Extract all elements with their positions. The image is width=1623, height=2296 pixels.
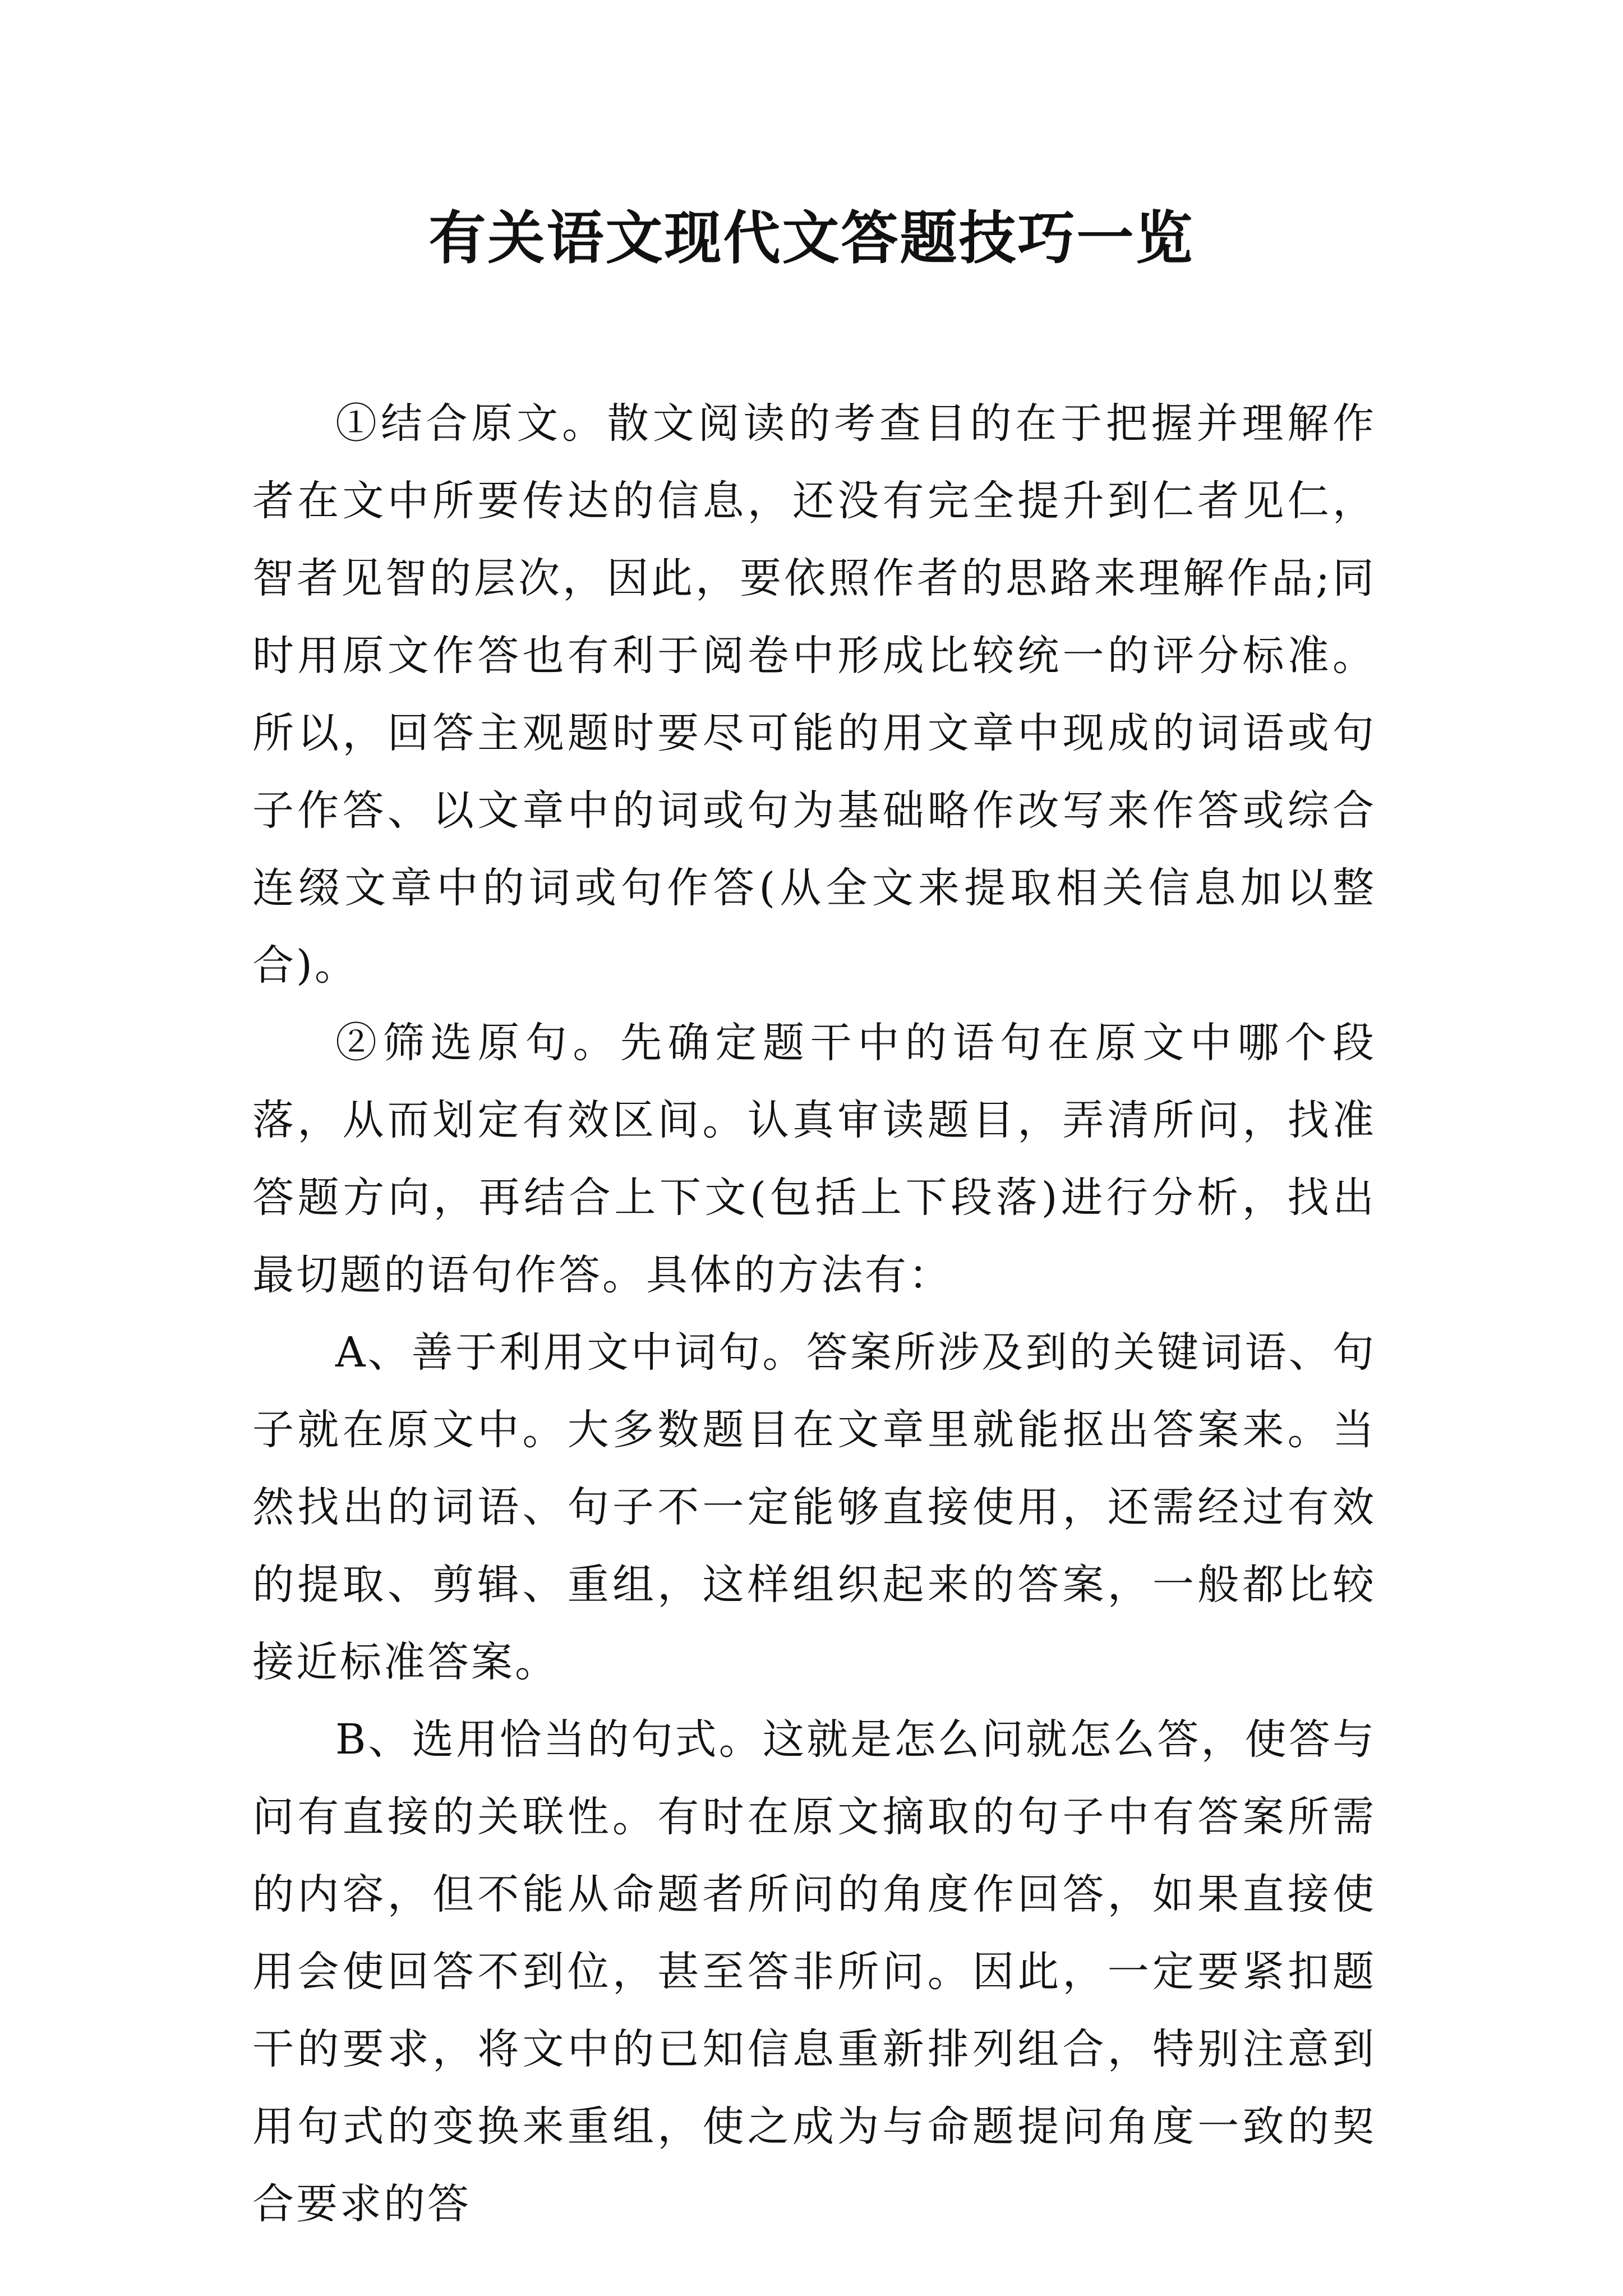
paragraph-1: ①结合原文。散文阅读的考查目的在于把握并理解作者在文中所要传达的信息，还没有完全提升到仁者见仁，智者见智的层次，因此，要依照作者的思路来理解作品;同时用原文作答也有利于阅卷中形成比较统一的评分标准。所以，回答主观题时要尽可能的用文章中现成的词语或句子作答、以文章中的词或句为基础略作改写来作答或综合连缀文章中的词或句作答(从全文来提取相关信息加以整合)。 [252,399,1376,990]
paragraph-3: A、善于利用文中词句。答案所涉及到的关键词语、句子就在原文中。大多数题目在文章里就能抠出答案来。当然找出的词语、句子不一定能够直接使用，还需经过有效的提取、剪辑、重组，这样组织起来的答案，一般都比较接近标准答案。 [252,1328,1376,1686]
paragraph-2: ②筛选原句。先确定题干中的语句在原文中哪个段落，从而划定有效区间。认真审读题目，弄清所问，找准答题方向，再结合上下文(包括上下段落)进行分析，找出最切题的语句作答。具体的方法有： [252,1019,1376,1299]
document-title: 有关语文现代文答题技巧一览 [428,205,1195,272]
paragraph-4: B、选用恰当的句式。这就是怎么问就怎么答，使答与问有直接的关联性。有时在原文摘取的句子中有答案所需的内容，但不能从命题者所问的角度作回答，如果直接使用会使回答不到位，甚至答非所问。因此，一定要紧扣题干的要求，将文中的已知信息重新排列组合，特别注意到用句式的变换来重组，使之成为与命题提问角度一致的契合要求的答 [252,1715,1376,2228]
document-body [252,385,1376,2243]
